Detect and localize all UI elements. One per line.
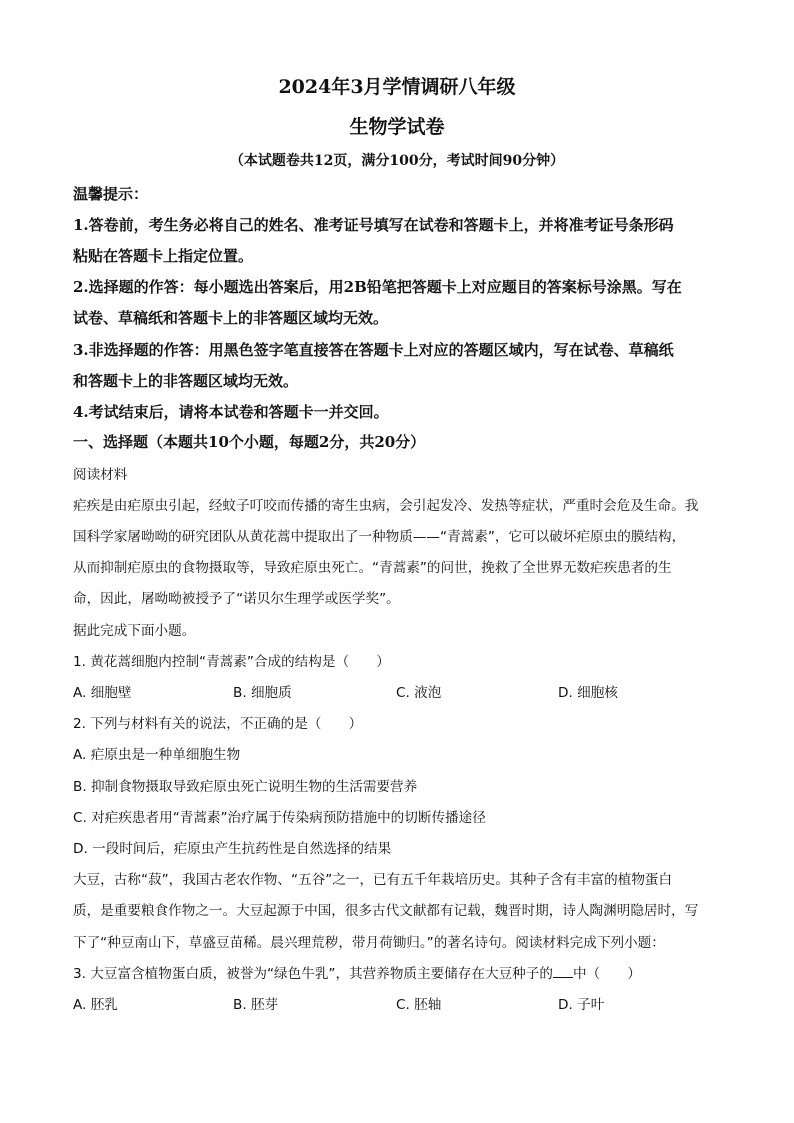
notice-line: 4.考试结束后，请将本试卷和答题卡一并交回。 [73, 403, 389, 421]
question-2-option-d[interactable]: D. 一段时间后，疟原虫产生抗药性是自然选择的结果 [73, 841, 392, 857]
question-2-stem: 2. 下列与材料有关的说法，不正确的是（ ） [73, 716, 363, 732]
question-3-option-a[interactable]: A. 胚乳 [73, 997, 118, 1013]
exam-info: （本试题卷共12页，满分100分，考试时间90分钟） [229, 153, 565, 169]
question-3-stem-text: 3. 大豆富含植物蛋白质，被誉为“绿色牛乳”，其营养物质主要储存在大豆种子的 [73, 966, 553, 982]
notice-line: 试卷、草稿纸和答题卡上的非答题区域均无效。 [73, 309, 389, 327]
question-1-stem: 1. 黄花蒿细胞内控制“青蒿素”合成的结构是（ ） [73, 654, 390, 670]
section-heading: 一、选择题（本题共10个小题，每题2分，共20分） [73, 433, 426, 451]
material-line: 质，是重要粮食作物之一。大豆起源于中国，很多古代文献都有记载，魏晋时期，诗人陶渊明隐居时，写 [73, 903, 699, 919]
material-line: 从而抑制疟原虫的食物摄取等，导致疟原虫死亡。“青蒿素”的问世，挽救了全世界无数疟疾患者的生 [73, 560, 672, 576]
question-3-option-c[interactable]: C. 胚轴 [396, 997, 442, 1013]
question-1-option-a[interactable]: A. 细胞壁 [73, 685, 132, 701]
material-line: 下了“种豆南山下，草盛豆苗稀。晨兴理荒秽，带月荷锄归。”的著名诗句。阅读材料完成下列小题： [73, 935, 665, 951]
question-3-option-b[interactable]: B. 胚芽 [233, 997, 279, 1013]
notice-heading: 温馨提示： [73, 185, 149, 203]
answer-blank [553, 965, 573, 978]
subject-title: 生物学试卷 [349, 116, 445, 138]
notice-line: 和答题卡上的非答题区域均无效。 [73, 372, 299, 390]
question-1-option-b[interactable]: B. 细胞质 [233, 685, 292, 701]
notice-line: 3.非选择题的作答：用黑色签字笔直接答在答题卡上对应的答题区域内，写在试卷、草稿纸 [73, 341, 674, 359]
question-2-option-b[interactable]: B. 抑制食物摄取导致疟原虫死亡说明生物的生活需要营养 [73, 779, 418, 795]
notice-line: 粘贴在答题卡上指定位置。 [73, 247, 254, 265]
material-instruction: 据此完成下面小题。 [73, 623, 196, 639]
material-line: 命，因此，屠呦呦被授予了“诺贝尔生理学或医学奖”。 [73, 591, 400, 607]
question-3-stem [73, 962, 641, 982]
notice-line: 2.选择题的作答：每小题选出答案后，用2B铅笔把答题卡上对应题目的答案标号涂黑。写在 [73, 278, 682, 296]
question-3-option-d[interactable]: D. 子叶 [558, 997, 605, 1013]
material-label: 阅读材料 [73, 467, 128, 483]
question-3-stem-end: 中（ ） [572, 966, 641, 982]
notice-line: 1.答卷前，考生务必将自己的姓名、准考证号填写在试卷和答题卡上，并将准考证号条形码 [73, 216, 674, 234]
question-1-option-d[interactable]: D. 细胞核 [558, 685, 618, 701]
question-2-option-c[interactable]: C. 对疟疾患者用“青蒿素”治疗属于传染病预防措施中的切断传播途径 [73, 810, 486, 826]
question-2-option-a[interactable]: A. 疟原虫是一种单细胞生物 [73, 747, 241, 763]
material-line: 大豆，古称“菽”，我国古老农作物、“五谷”之一，已有五千年栽培历史。其种子含有丰富的植物蛋白 [73, 872, 673, 888]
question-1-option-c[interactable]: C. 液泡 [396, 685, 442, 701]
exam-title: 2024年3月学情调研八年级 [278, 76, 516, 98]
material-line: 疟疾是由疟原虫引起，经蚊子叮咬而传播的寄生虫病，会引起发冷、发热等症状，严重时会危及生命。我 [73, 498, 699, 514]
material-line: 国科学家屠呦呦的研究团队从黄花蒿中提取出了一种物质——“青蒿素”，它可以破坏疟原虫的膜结构， [73, 529, 686, 545]
